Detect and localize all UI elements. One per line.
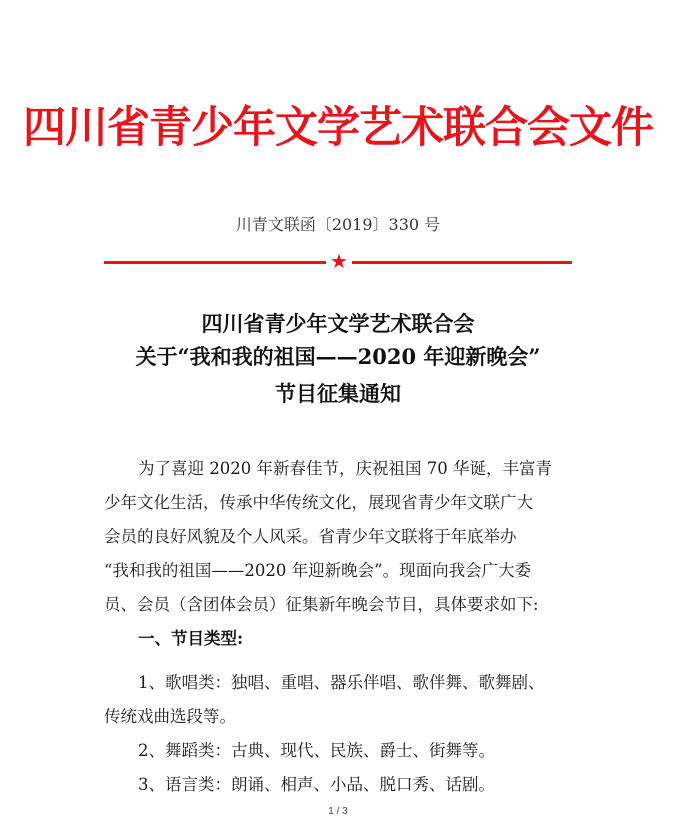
document-header-title: 四川省青少年文学艺术联合会文件 <box>23 103 653 153</box>
paragraph-line: 少年文化生活，传承中华传统文化，展现省青少年文联广大 <box>104 493 533 512</box>
document-number: 川青文联函〔2019〕330 号 <box>235 215 441 234</box>
notice-title-line-2: 关于“我和我的祖国——2020 年迎新晚会” <box>135 344 541 369</box>
notice-title-line-3: 节目征集通知 <box>275 381 401 406</box>
red-divider-left <box>104 261 326 264</box>
star-icon: ★ <box>330 249 348 273</box>
paragraph-line: 会员的良好风貌及个人风采。省青少年文联将于年底举办 <box>104 527 517 546</box>
section-heading: 一、节目类型: <box>138 629 244 648</box>
page-number: 1 / 3 <box>328 806 348 817</box>
list-item: 1、歌唱类：独唱、重唱、器乐伴唱、歌伴舞、歌舞剧、 <box>138 673 545 692</box>
paragraph-line: 员、会员（含团体会员）征集新年晚会节目，具体要求如下: <box>104 595 539 614</box>
paragraph-line: “我和我的祖国——2020 年迎新晚会”。现面向我会广大委 <box>104 561 532 580</box>
list-item: 3、语言类：朗诵、相声、小品、脱口秀、话剧。 <box>138 775 495 794</box>
notice-title-line-1: 四川省青少年文学艺术联合会 <box>201 311 475 336</box>
list-item: 传统戏曲选段等。 <box>104 707 236 726</box>
red-divider-right <box>352 261 572 264</box>
list-item: 2、舞蹈类：古典、现代、民族、爵士、街舞等。 <box>138 741 495 760</box>
paragraph-line: 为了喜迎 2020 年新春佳节，庆祝祖国 70 华诞，丰富青 <box>138 459 552 478</box>
